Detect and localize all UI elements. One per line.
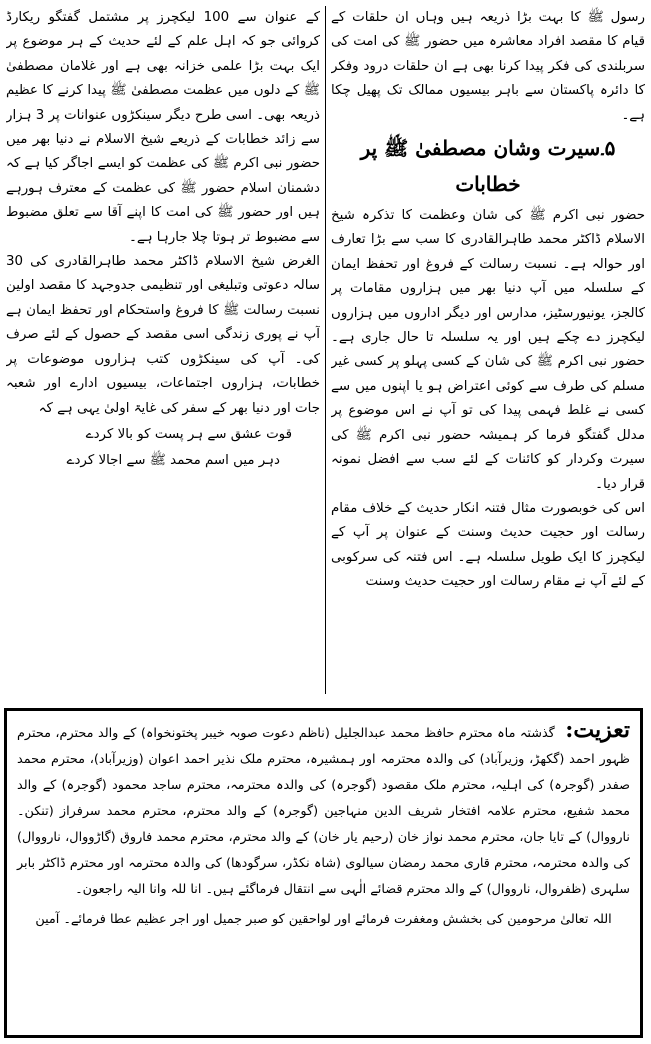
article-columns xyxy=(6,6,645,694)
condolence-box xyxy=(4,708,643,1038)
verse-line-2: دہر میں اسم محمد ﷺ سے اجالا کردے xyxy=(66,452,280,468)
verse-line-1: قوت عشق سے ہر پست کو بالا کردے xyxy=(85,426,292,442)
condolence-text xyxy=(17,717,630,903)
condolence-body: گذشتہ ماہ محترم حافظ محمد عبدالجلیل (ناظم دعوت صوبہ خیبر پختونخواہ) کے والد محترم، محترم ظہور احمد (گکھڑ، وزیرآباد) کی والدہ محترمہ اور ہمشیرہ، محترم ملک نذیر احمد اعوان (وزیرآباد)، محترم محمد صفدر (گوجرہ) کی اہلیہ، محترم ملک مقصود (گوجرہ) کی والدہ محترمہ، محترم ساجد محمود (گوجرہ) کے والد محمد شفیع، محترم علامہ افتخار شریف الدین منہاجین (گوجرہ) کے والد محترم، محترم محمد سرفراز (تنکن۔ نارووال) کے تایا جان، محترم محمد نواز خان (رحیم یار خان) کے والد محترم، محترم محمد فاروق (گاڑووال، نارووال) کی والدہ محترمہ، محترم قاری محمد رمضان سیالوی (شاہ نکڈر، سرگودھا) کی والدہ محترمہ اور محترم ڈاکٹر بابر سلہری (ظفروال، نارووال) کے والد محترم قضائے الٰہی سے انتقال فرماگئے ہیں۔ انا للہ وانا الیہ راجعون۔ xyxy=(17,726,630,897)
condolence-title: تعزیت: xyxy=(565,717,630,743)
condolence-prayer: اللہ تعالیٰ مرحومین کی بخشش ومغفرت فرمائے اور لواحقین کو صبر جمیل اور اجر عظیم عطا فرمائے۔ آمین xyxy=(35,912,612,927)
intro-paragraph: رسول ﷺ کا بہت بڑا ذریعہ ہیں وہاں ان حلقات کے قیام کا مقصد افراد معاشرہ میں حضور ﷺ کی امت کی سربلندی کی فکر پیدا کرنا بھی ہے ان حلقات درود وفکر کا دائرہ پاکستان سے باہر بیسیوں ممالک تک پھیل چکا ہے۔ xyxy=(331,10,645,123)
left-column xyxy=(6,6,320,694)
hadith-paragraph: اس کی خوبصورت مثال فتنہ انکار حدیث کے خلاف مقام رسالت اور حجیت حدیث وسنت کے عنوان پر آپ کے لیکچرز کا ایک طویل سلسلہ ہے۔ اس فتنہ کی سرکوبی کے لئے آپ نے مقام رسالت اور حجیت حدیث وسنت xyxy=(331,500,645,590)
continued-paragraph: کے عنوان سے 100 لیکچرز پر مشتمل گفتگو ریکارڈ کروائی جو کہ اہل علم کے لئے حدیث کے ہر موضوع پر ایک بہت بڑا علمی خزانہ بھی ہے اور غلامان مصطفیٰ ﷺ کے دلوں میں عظمت مصطفیٰ ﷺ پیدا کرنے کا عظیم ذریعہ بھی۔ اسی طرح دیگر سینکڑوں عنوانات پر 3 ہزار سے زائد خطابات کے ذریعے شیخ الاسلام نے دنیا بھر میں حضور نبی اکرم ﷺ کی عظمت کو ایسے اجاگر کیا ہے کہ دشمنان اسلام حضور ﷺ کی عظمت کے معترف ہورہے ہیں اور حضور ﷺ کی امت کا اپنے آقا سے تعلق مضبوط سے مضبوط تر ہوتا چلا جارہا ہے۔ xyxy=(6,10,320,245)
right-column xyxy=(331,6,645,694)
column-divider xyxy=(325,6,326,694)
section-heading: ۵۔سیرت وشان مصطفیٰ ﷺ پر خطابات xyxy=(360,136,616,197)
main-paragraph: حضور نبی اکرم ﷺ کی شان وعظمت کا تذکرہ شیخ الاسلام ڈاکٹر محمد طاہرالقادری کا سب سے بڑا تعارف اور حوالہ ہے۔ نسبت رسالت کے فروغ اور تحفظ ایمان کے سلسلہ میں آپ دنیا بھر میں ہزاروں مقامات پر کالجز، یونیورسٹیز، مدارس اور دیگر اداروں میں ہزاروں لیکچرز دے چکے ہیں اور یہ سلسلہ تا حال جاری ہے۔ حضور نبی اکرم ﷺ کی شان کے کسی پہلو پر کسی غیر مسلم کی طرف سے کوئی اعتراض ہو یا اپنوں میں سے کسی نے غلط فہمی پیدا کی تو آپ نے اس موضوع پر مدلل گفتگو فرما کر ہمیشہ حضور نبی اکرم ﷺ کی سیرت وکردار کو کائنات کے لئے سب سے افضل نمونہ قرار دیا۔ xyxy=(331,208,645,492)
summary-paragraph: الغرض شیخ الاسلام ڈاکٹر محمد طاہرالقادری کی 30 سالہ دعوتی وتبلیغی اور تنظیمی جدوجہد کا مقصد اولین نسبت رسالت ﷺ کا فروغ واستحکام اور تحفظ ایمان ہے آپ نے پوری زندگی اسی مقصد کے حصول کے لئے صرف کی۔ آپ کی سینکڑوں کتب ہزاروں موضوعات پر خطابات، ہزاروں اجتماعات، بیسیوں ادارے اور شعبہ جات اور دنیا بھر کے سفر کی غایۃ اولیٰ یہی ہے کہ xyxy=(6,254,320,416)
